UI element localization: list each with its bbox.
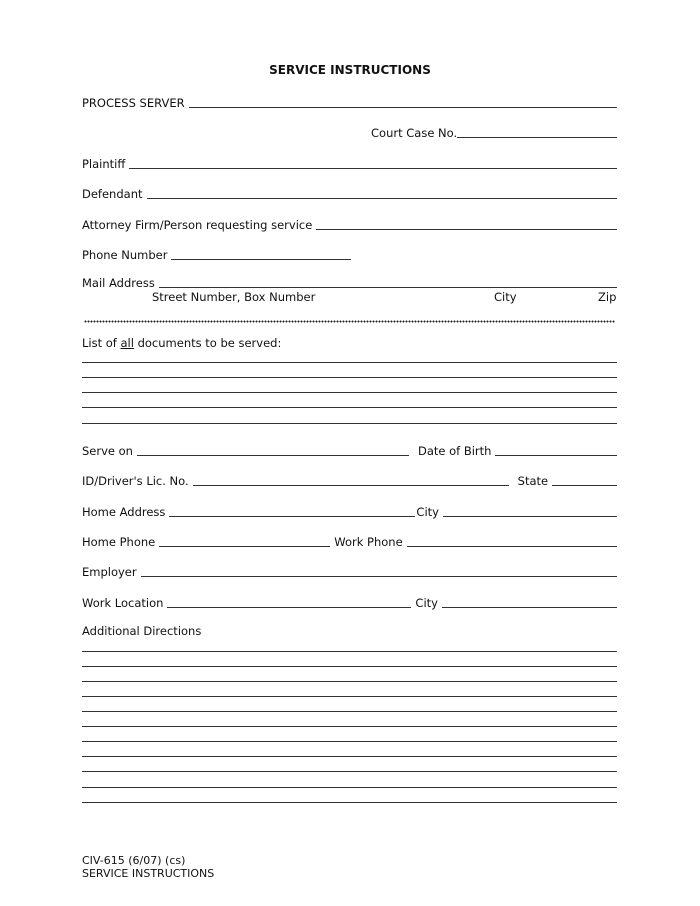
phone-field[interactable] xyxy=(171,259,351,260)
additional-line[interactable] xyxy=(82,711,617,712)
documents-line[interactable] xyxy=(82,362,617,363)
id-row xyxy=(82,472,617,488)
phones-row xyxy=(82,533,617,549)
employer-row xyxy=(82,563,617,579)
additional-line[interactable] xyxy=(82,741,617,742)
home-phone-field[interactable] xyxy=(159,546,330,547)
documents-line[interactable] xyxy=(82,392,617,393)
home-phone-label: Home Phone xyxy=(82,535,156,549)
documents-label-row xyxy=(82,334,617,350)
process-server-row xyxy=(82,94,617,110)
state-field[interactable] xyxy=(552,485,617,486)
dob-label: Date of Birth xyxy=(417,444,492,458)
form-name: SERVICE INSTRUCTIONS xyxy=(82,867,215,880)
mail-address-row xyxy=(82,274,617,290)
additional-line[interactable] xyxy=(82,802,617,803)
defendant-field[interactable] xyxy=(147,198,618,199)
additional-line[interactable] xyxy=(82,696,617,697)
defendant-row xyxy=(82,185,617,201)
serve-on-label: Serve on xyxy=(82,444,133,458)
home-address-row xyxy=(82,503,617,519)
documents-line[interactable] xyxy=(82,423,617,424)
mail-zip-caption: Zip xyxy=(598,290,617,304)
attorney-field[interactable] xyxy=(316,229,617,230)
attorney-row xyxy=(82,216,617,232)
phone-row xyxy=(82,246,617,262)
additional-directions-label: Additional Directions xyxy=(82,624,202,638)
attorney-label: Attorney Firm/Person requesting service xyxy=(82,218,313,232)
id-label: ID/Driver's Lic. No. xyxy=(82,474,189,488)
work-phone-label: Work Phone xyxy=(334,535,403,549)
court-case-field[interactable] xyxy=(457,137,617,138)
additional-line[interactable] xyxy=(82,787,617,788)
employer-field[interactable] xyxy=(141,576,617,577)
employer-label: Employer xyxy=(82,565,137,579)
phone-label: Phone Number xyxy=(82,248,168,262)
work-location-label: Work Location xyxy=(82,596,164,610)
form-id: CIV-615 (6/07) (cs) xyxy=(82,854,186,867)
work-location-field[interactable] xyxy=(167,607,411,608)
mail-address-label: Mail Address xyxy=(82,276,155,290)
serve-on-row xyxy=(82,442,617,458)
documents-line[interactable] xyxy=(82,377,617,378)
serve-on-field[interactable] xyxy=(137,455,409,456)
additional-line[interactable] xyxy=(82,666,617,667)
plaintiff-label: Plaintiff xyxy=(82,157,126,171)
additional-line[interactable] xyxy=(82,771,617,772)
process-server-label: PROCESS SERVER xyxy=(82,96,185,110)
court-case-label: Court Case No. xyxy=(371,126,458,140)
additional-line[interactable] xyxy=(82,651,617,652)
mail-city-caption: City xyxy=(494,290,517,304)
process-server-field[interactable] xyxy=(189,107,617,108)
work-city-field[interactable] xyxy=(442,607,617,608)
documents-line[interactable] xyxy=(82,407,617,408)
footer xyxy=(82,854,214,880)
additional-line[interactable] xyxy=(82,681,617,682)
dob-field[interactable] xyxy=(495,455,617,456)
plaintiff-row xyxy=(82,155,617,171)
home-city-field[interactable] xyxy=(443,516,617,517)
id-field[interactable] xyxy=(193,485,509,486)
work-phone-field[interactable] xyxy=(407,546,617,547)
defendant-label: Defendant xyxy=(82,187,143,201)
page-title: SERVICE INSTRUCTIONS xyxy=(269,63,431,77)
home-address-label: Home Address xyxy=(82,505,166,519)
documents-label: List of all documents to be served: xyxy=(82,336,282,350)
additional-line[interactable] xyxy=(82,726,617,727)
home-address-field[interactable] xyxy=(169,516,415,517)
plaintiff-field[interactable] xyxy=(129,168,617,169)
additional-label-row xyxy=(82,622,617,638)
mail-address-field[interactable] xyxy=(159,287,617,288)
work-city-label: City xyxy=(415,596,438,610)
dotted-divider xyxy=(84,320,615,323)
work-location-row xyxy=(82,594,617,610)
home-city-label: City xyxy=(416,505,439,519)
mail-street-caption: Street Number, Box Number xyxy=(152,290,316,304)
additional-line[interactable] xyxy=(82,756,617,757)
court-case-row xyxy=(82,124,617,140)
state-label: State xyxy=(517,474,549,488)
